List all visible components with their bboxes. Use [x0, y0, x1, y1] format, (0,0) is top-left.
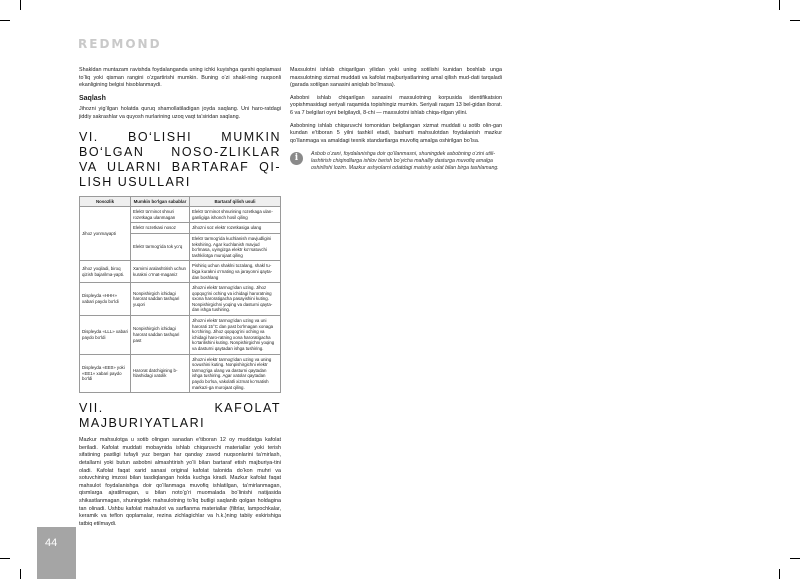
crop-mark — [0, 558, 10, 559]
disposal-note: Asbob o‘zani, foydalanishga doir qo‘llanmasni, shuningdek asbobning o‘zini utili-lashtirish chiqindilarga ishlov berish bo‘yicha mahalliy dasturga muvofiq amalga oshirilishi lozim. Mazkur ashyolarni odatdagi maishiy axlat bilan birga tashlamang. — [311, 151, 499, 171]
crop-mark — [790, 558, 800, 559]
table-cell-fix: Elektr ta’minot shnurining rozetkaga ulan-ganligiga ishonch hosil qiling — [190, 207, 281, 223]
right-paragraph-2: Asbobni ishlab chiqarilgan sanasini maxsulotning korpusida identifikatsion yopishmasidagi seriyali raqamida topishingiz mumkin. Seriyali raqam 13 bel-gidan iborat. 6 va 7 belgilari oyni belgilaydi, 8-chi — maxsulotni ishlab chiqa-rilgan yilini. — [290, 94, 502, 116]
intro-paragraph: Shakldan muntazam ravishda foydalanganda uning ichki kuyishga qarshi qoplamasi to‘liq yoki qisman rangini o‘zgartirishi mumkin. Buning o‘zi shakl-ning nuqsonli ekanligining belgisi hisoblanmaydi. — [79, 67, 281, 89]
brand-logo: REDMOND — [78, 37, 162, 51]
table-cell-cause: Elektr rozetkasi nosoz — [131, 223, 190, 234]
storage-heading: Saqlash — [79, 94, 106, 102]
table-cell-cause: Nonpishirgich ichidagi harorat saddan tashqari past — [131, 316, 190, 355]
table-row — [80, 283, 281, 316]
table-cell-fix: Jihozni elektr tarmog‘idan uzing. Jihoz qopqog‘ini oching va ichidagi haroratning sxona haroratigacha pasayishini kuting. Nonpishirgichni yoqing va dasturni qayta-dan ishga tushiring. — [190, 283, 281, 316]
page-number-tab — [37, 527, 76, 579]
crop-mark — [779, 569, 780, 579]
table-cell-cause: Xamirni aralashtirish uchun kurakni o‘rnat-maganiz — [131, 261, 190, 283]
info-icon: i — [290, 152, 303, 165]
table-cell-fix: Jihozni soz elektr rozetkasiga ulang — [190, 223, 281, 234]
section-7-title: VII. KAFOLAT MAJBURIYATLARI — [79, 401, 281, 431]
left-column — [79, 67, 281, 533]
table-header-fault: Nosozlik — [80, 196, 131, 207]
table-cell-cause: Nonpishirgich ichidagi harorat saddan tashqari yuqori — [131, 283, 190, 316]
crop-mark — [20, 569, 21, 579]
table-row — [80, 207, 281, 223]
right-paragraph-1: Maxsulotni ishlab chiqarilgan yilidan yoki uning sotilishi kunidan boshlab unga maxsulotning xizmat muddati va kafolat majburiyatlarining amal qilish mud-dati tarqaladi (garada sotilgan sanasini aniqlab bo‘lmasa). — [290, 67, 502, 89]
troubleshooting-table — [79, 196, 281, 394]
table-cell-fix: Jihozni elektr tarmog‘idan uzing va uni harorati 15°C dan past bo‘lmagan xonaga ko‘chiring. Jihoz qopqog‘ini oching va ichidagi haro-ratning xona haroratigacha ko‘tarilishini kuting. Nonpishirgichni yoqing va dasturni qaytadan ishga tushiring. — [190, 316, 281, 355]
table-cell-fault: Displeyda «HHH» xabari paydo bo‘ldi — [80, 283, 131, 316]
crop-mark — [0, 20, 10, 21]
section-6-title: VI. BO‘LISHI MUMKIN BO‘LGAN NOSO-ZLIKLAR VA ULARNI BARTARAF QI-LISH USULLARI — [79, 129, 281, 189]
table-row — [80, 316, 281, 355]
table-header-cause: Mumkin bo‘lgan sabablar — [131, 196, 190, 207]
table-row — [80, 354, 281, 393]
right-paragraph-3: Asbobning ishlab chiqaruvchi tomonidan belgilangan xizmat muddati u sotib olin-gan kundan e’tiboran 5 yilni tashkil etadi, basharti mahsulotdan foydalanish mazkur qo‘llanmaga va amaldagi texnik standartlarga muvofiq amalga oshirilgan bo‘lsa. — [290, 122, 502, 144]
table-cell-fault: Displeyda «LLL» xabari paydo bo‘ldi — [80, 316, 131, 355]
table-header-row — [80, 196, 281, 207]
storage-paragraph: Jihozni yig‘ilgan holatda quruq shamollatiladigan joyda saqlang. Uni haro-ratdagi jiddiy sakrashlar va quyosh nurlarining uzoq vaqt ta’siridan saqlang. — [79, 106, 281, 120]
table-row — [80, 261, 281, 283]
table-header-fix: Bartaraf qilish usuli — [190, 196, 281, 207]
page-number: 44 — [45, 537, 58, 549]
crop-mark — [779, 0, 780, 10]
crop-mark — [790, 20, 800, 21]
table-cell-cause: Elektr ta’minot shnuri rozetkaga ulanmagan — [131, 207, 190, 223]
table-cell-fix: Jihozni elektr tarmog‘idan uzing va uning sovushini kuting. Nonpishirgichni elektr tarmog‘iga ulang va dasturni qaytadan ishga tushiring. Agar xatolar qaytadan paydo bo‘lsa, vakolatli xizmat ko‘rsatish markazi-ga murojaat qiling. — [190, 354, 281, 393]
table-cell-fault: Displeyda «EE0» yoki «EE1» xabari paydo bo‘ldi — [80, 354, 131, 393]
table-cell-fix: Pishiriq uchun shaklni tozalang, shakl tu-biga kurakni o‘rnating va jarayonni qayta-dan boshlang — [190, 261, 281, 283]
table-cell-fault: Jihoz yonmayapti — [80, 207, 131, 261]
table-cell-fix: Elektr tarmog‘ida kuchlanish mavjudligini tekshiring. Agar kuchlanish mavjud bo‘lmasa, uyingizga elektr ko‘rsatuvchi tashkilotga murojaat qiling — [190, 233, 281, 260]
warranty-paragraph: Mazkur mahsulotga u sotib olingan sanadan e’tiboran 12 oy muddatga kafolat beriladi. Kafolat muddati mobaynida ishlab chiqaruvchi materiallar yoki terish sifatining pastligi tufayli yuz bergan har qanday zavod nuqsonlarini ta’mirlash, detallarni yoki butun asbobni almashtirish yo‘li bilan bartaraf etish majburiya-tini oladi. Kafolat faqat xarid sanasi original kafolat talonida do‘kon muhri va sotuvchining imzosi bilan tasdiqlangan holda kuchga kiradi. Mazkur kafolat faqat mahsulot foydalanishga doir qo‘llanmaga muvofiq ishlatilgan, ta’mirlanmagan, qismlarga ajratilmagan, u bilan noto‘g‘ri muomalada bo‘linishi natijasida shikastlanmagan, shuningdek mahsulotning to‘liq butligi saqlanib qolgan holdagina tan olinadi. Ushbu kafolat mahsulot va sarflanma materiallar (filtrlar, lampochkalar, keramik va teflon qoplamalar, rezina zichlagichlar va h.k.)ning tabiiy eskirishiga tatbiq etilmaydi. — [79, 437, 281, 527]
table-cell-fault: Jihoz yoqiladi, biroq qizish bajarilma-yapti. — [80, 261, 131, 283]
table-cell-cause: Elektr tarmog‘ida tok yo‘q — [131, 233, 190, 260]
right-column — [290, 67, 502, 150]
table-cell-cause: Harorat datchigining b-hlashidagi xatolik — [131, 354, 190, 393]
crop-mark — [20, 0, 21, 10]
